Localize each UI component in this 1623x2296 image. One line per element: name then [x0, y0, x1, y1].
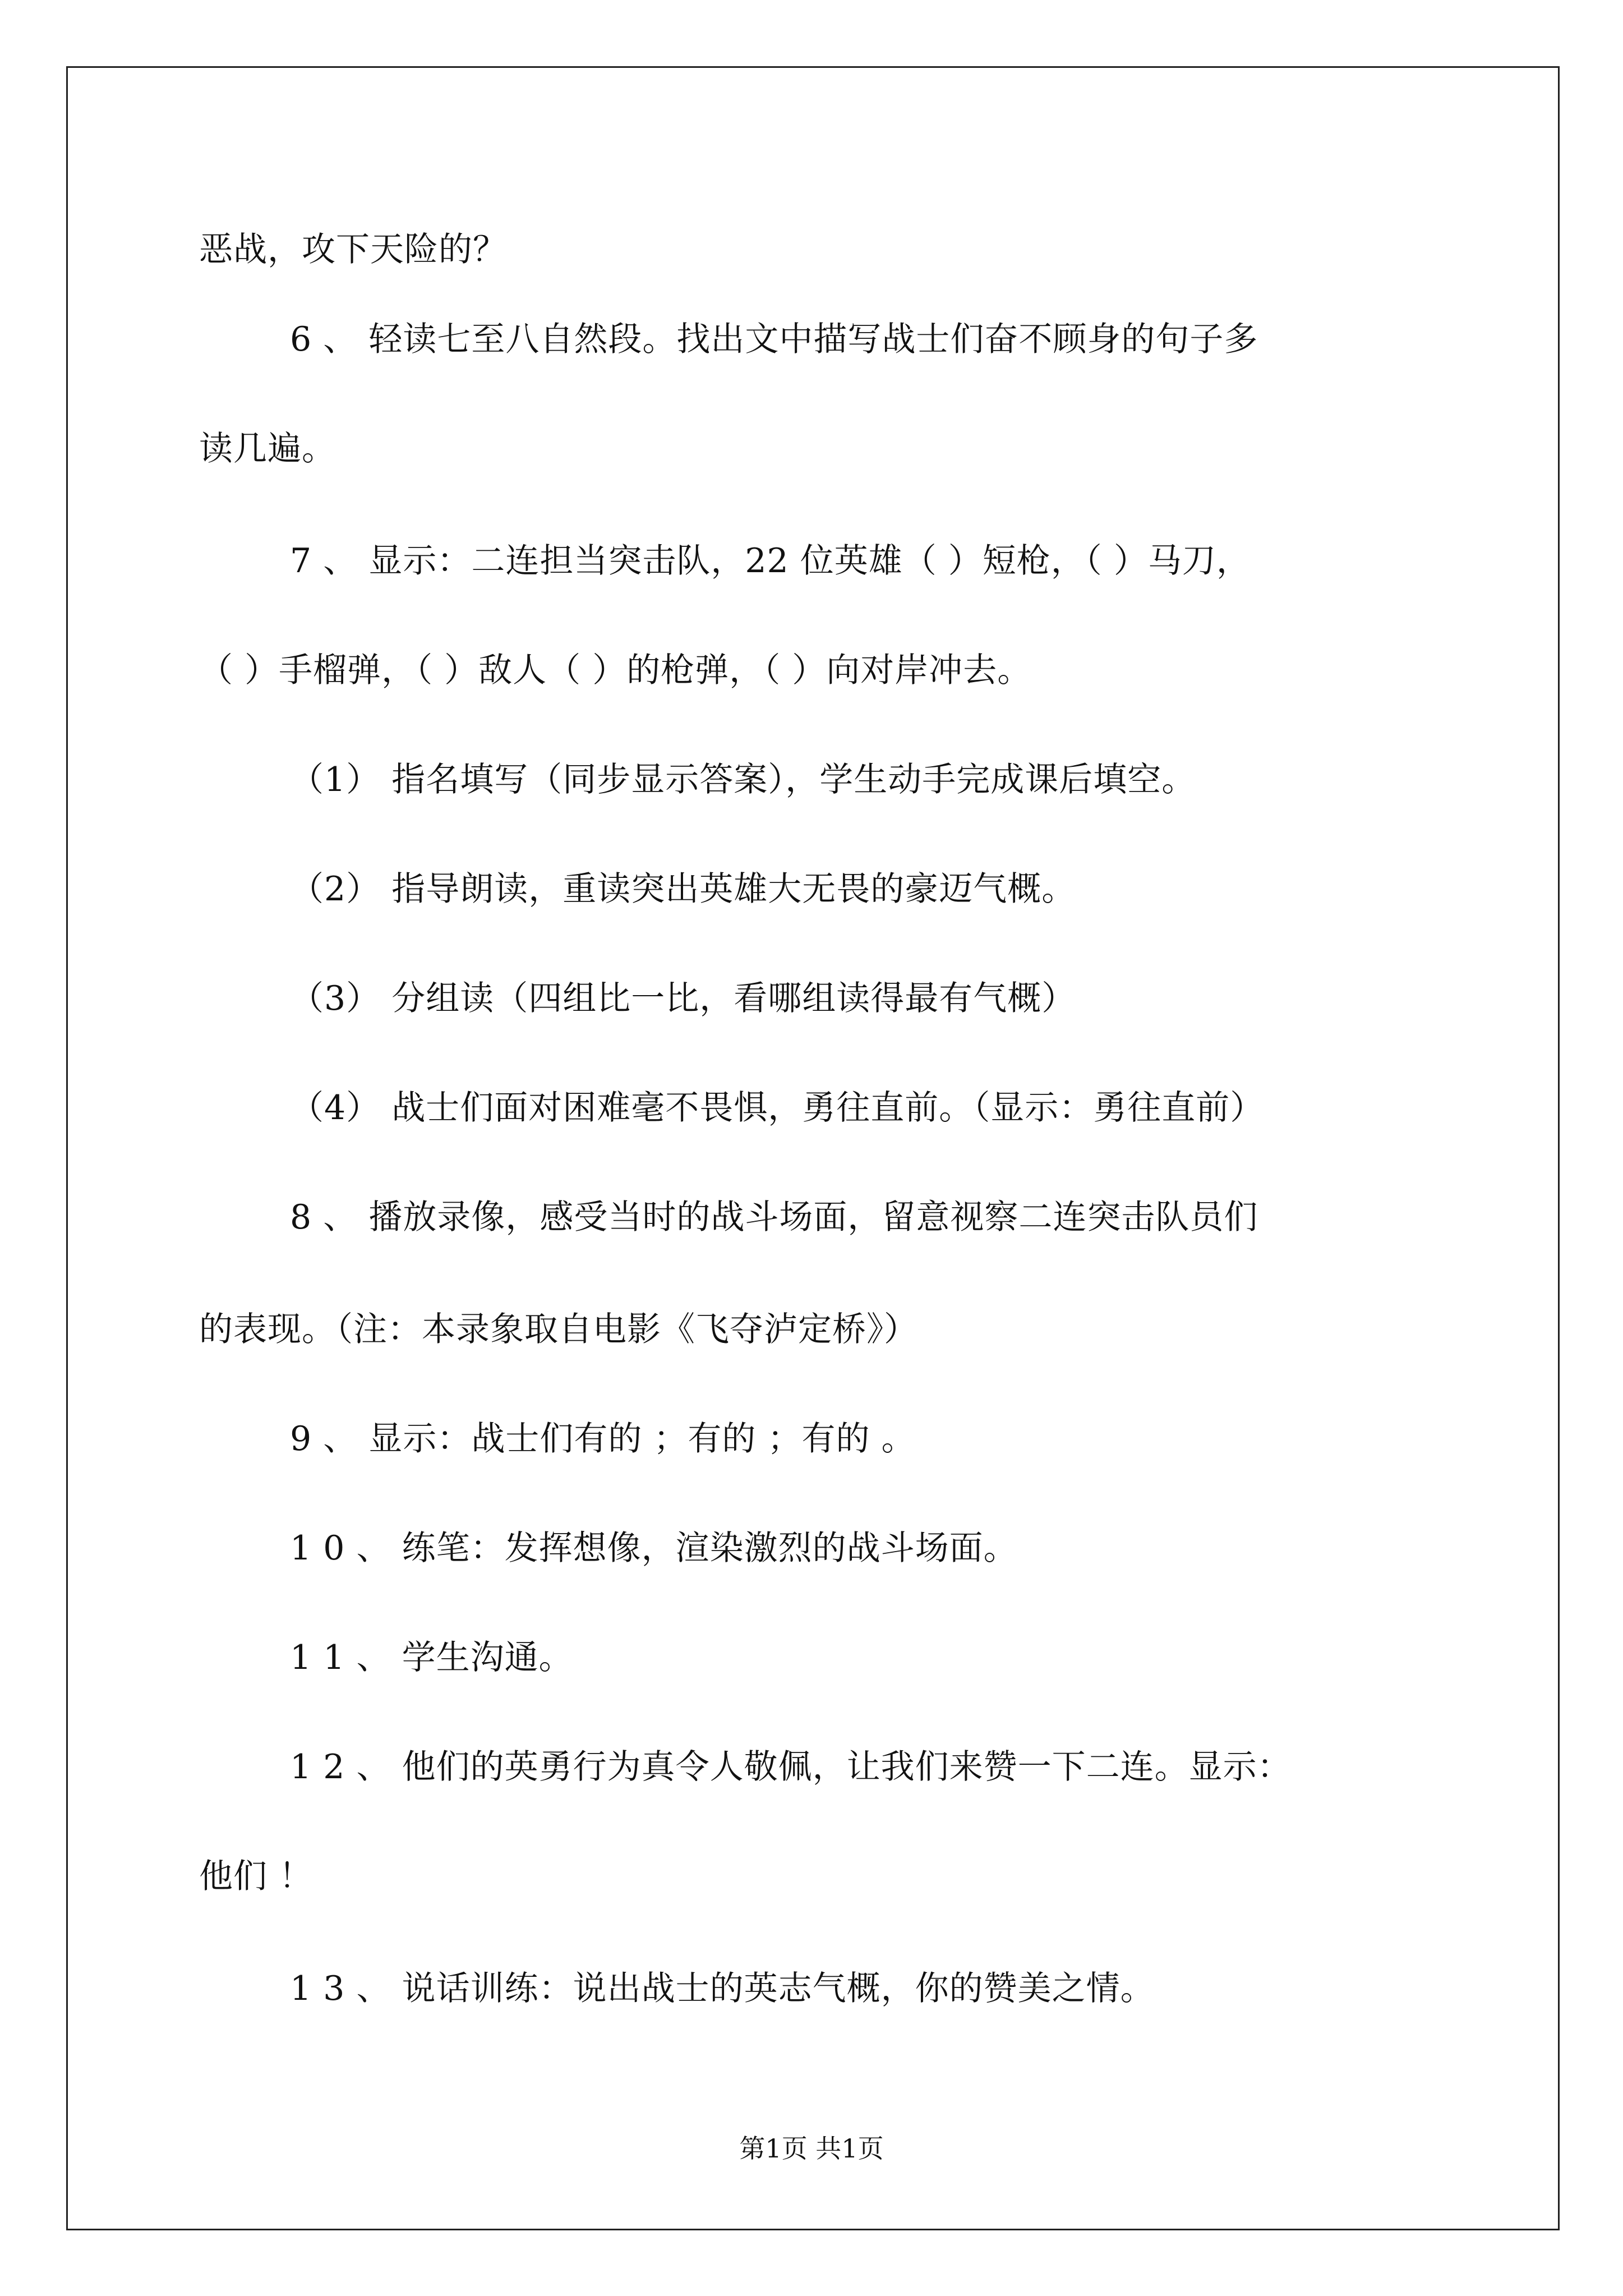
text-line-2: 6 、 轻读七至八自然段。找出文中描写战士们奋不顾身的句子多 — [290, 320, 1258, 359]
text-line-16: 他们 ！ — [199, 1857, 313, 1896]
text-line-6: （1） 指名填写（同步显示答案），学生动手完成课后填空。 — [290, 760, 1196, 799]
text-line-5: （ ）手榴弹，（ ）敌人（ ）的枪弹，（ ）向对岸冲去。 — [199, 651, 1032, 690]
text-line-4: 7 、 显示：二连担当突击队，22 位英雄（ ）短枪，（ ）马刀， — [290, 541, 1251, 581]
text-line-8: （3） 分组读（四组比一比，看哪组读得最有气概） — [290, 979, 1076, 1018]
page-border — [66, 66, 1560, 2230]
text-line-14: 1 1 、 学生沟通。 — [290, 1638, 573, 1677]
text-line-13: 1 0 、 练笔：发挥想像，渲染激烈的战斗场面。 — [290, 1529, 1018, 1568]
text-line-9: （4） 战士们面对困难毫不畏惧，勇往直前。（显示：勇往直前） — [290, 1088, 1265, 1128]
text-line-12: 9 、 显示：战士们有的 ；有的 ；有的 。 — [290, 1419, 916, 1458]
text-line-15: 1 2 、 他们的英勇行为真令人敬佩，让我们来赞一下二连。显示： — [290, 1747, 1292, 1787]
text-line-17: 1 3 、 说话训练：说出战士的英志气概，你的赞美之情。 — [290, 1969, 1155, 2008]
text-line-7: （2） 指导朗读，重读突出英雄大无畏的豪迈气概。 — [290, 869, 1076, 909]
text-line-10: 8 、 播放录像，感受当时的战斗场面，留意视察二连突击队员们 — [290, 1198, 1258, 1237]
text-line-3: 读几遍。 — [199, 429, 336, 468]
page-footer: 第1页 共1页 — [739, 2133, 884, 2164]
text-line-11: 的表现。（注：本录象取自电影《飞夺泸定桥》） — [199, 1310, 918, 1349]
text-line-1: 恶战，攻下天险的？ — [199, 230, 507, 269]
